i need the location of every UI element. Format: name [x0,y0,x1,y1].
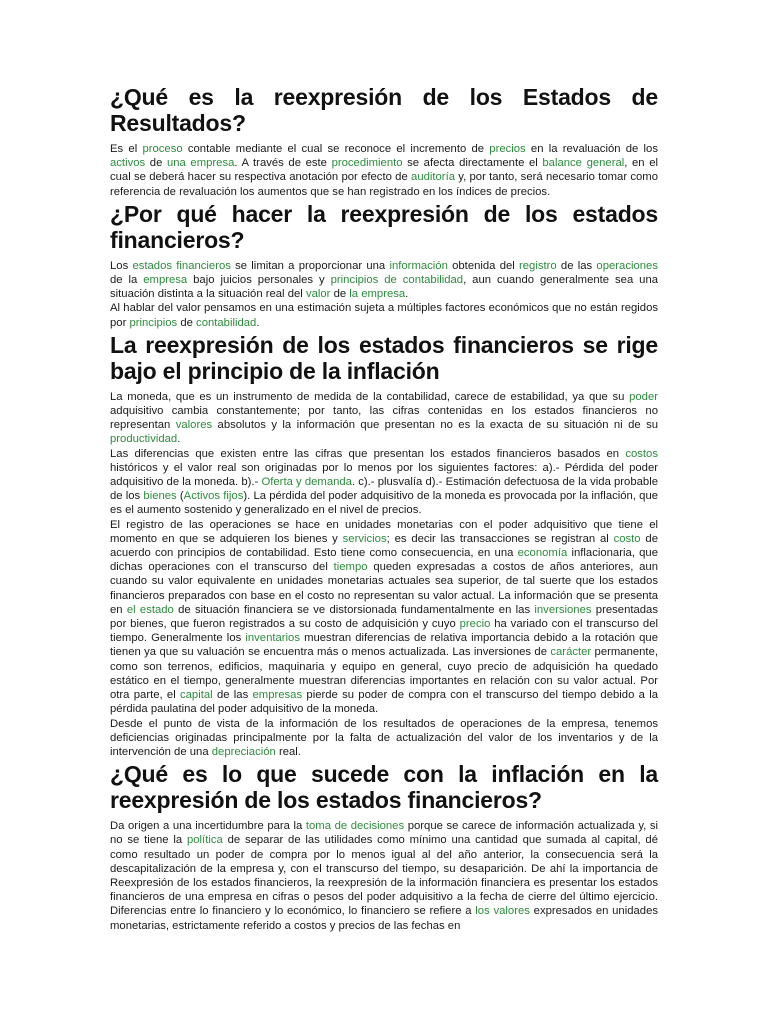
text-run: de acuerdo con principios de contabilidad. Esto tiene como consecuencia, en una [110,532,658,560]
text-run: Las diferencias que existen entre las cifras que presentan los estados financieros basados en [110,447,626,460]
inline-link[interactable]: carácter [550,646,592,659]
text-run: se afecta directamente el [402,157,543,170]
text-run: absolutos y la información que presentan no es la exacta de su situación ni de su [212,419,659,432]
text-run: porque se carece de información actualizada y, si no se tiene la [110,820,659,847]
paragraph [110,301,658,329]
inline-link[interactable]: la empresa [349,288,406,301]
text-run: de la [110,274,144,287]
inline-link[interactable]: precio [459,618,491,631]
inline-link[interactable]: Activos fijos [183,490,244,503]
paragraph [110,819,658,933]
text-run: ). La pérdida del poder adquisitivo de la moneda es provocada por la inflación, que es el aumento sostenido y generalizado en el nivel de precios. [110,490,659,517]
inline-link[interactable]: auditoría [411,171,455,184]
inline-link[interactable]: balance general [542,157,625,170]
text-run: . [256,316,260,329]
inline-link[interactable]: empresa [143,274,188,287]
inline-link[interactable]: principios de contabilidad [330,274,464,287]
text-run: Es el [110,143,143,155]
text-run: de situación financiera se ve distorsionada fundamentalmente en las [173,603,535,616]
inline-link[interactable]: valor [305,288,331,301]
inline-link[interactable]: el estado [126,603,174,616]
text-run: de [177,316,197,329]
paragraph [110,518,658,717]
text-run: presentadas por bienes, que fueron registrados a su costo de adquisición y cuyo [110,603,658,631]
inline-link[interactable]: depreciación [211,745,276,758]
inline-link[interactable]: procedimiento [331,157,403,170]
text-run: . [177,433,181,446]
section-heading: ¿Qué es lo que sucede con la inflación en la reexpresión de los estados financieros? [110,761,658,814]
inline-link[interactable]: registro [519,259,557,272]
inline-link[interactable]: inventarios [245,632,300,645]
inline-link[interactable]: Oferta y demanda [261,476,352,489]
inline-link[interactable]: una empresa [166,157,235,170]
document-page [110,84,658,935]
text-run: históricos y el valor real son originadas por lo menos por los siguientes factores: a).- Pérdida del poder adquisitivo de la moneda. b).- [110,461,658,489]
text-run: pierde su poder de compra con el transcurso del tiempo debido a la pérdida paulatina del poder adquisitivo de la moneda. [110,689,658,716]
text-run: ( [176,490,184,503]
inline-link[interactable]: proceso [142,143,183,155]
section-heading: La reexpresión de los estados financieros se rige bajo el principio de la inflación [110,331,658,384]
inline-link[interactable]: economía [517,547,568,560]
inline-link[interactable]: costo [613,532,641,545]
text-run: contable mediante el cual se reconoce el incremento de [182,143,490,155]
section-principio-inflacion [110,332,658,759]
inline-link[interactable]: valores [175,419,213,432]
text-run: permanente, como son terrenos, edificios, maquinaria y equipo en general, cuyo precio de adquisición ha quedado estático en el tiempo, generalmente muestran diferencias importantes en relación con su valor actual. Por otra parte, el [110,646,658,702]
text-run: de las [212,689,253,702]
text-run: Los [110,259,133,272]
inline-link[interactable]: toma de decisiones [305,820,405,833]
text-run: inflacionaria, que dichas operaciones con el transcurso del [110,547,658,574]
inline-link[interactable]: principios [129,316,178,329]
section-por-que-reexpresion [110,201,658,330]
inline-link[interactable]: empresas [252,689,303,702]
inline-link[interactable]: precios [489,143,526,155]
inline-link[interactable]: activos [110,157,146,170]
inline-link[interactable]: los valores [475,905,530,918]
inline-link[interactable]: capital [180,689,213,702]
inline-link[interactable]: operaciones [596,259,658,272]
text-run: y, por tanto, será necesario tomar como referencia de revaluación los aumentos que se han registrado en los índices de precios. [110,171,658,198]
text-run: . c).- plusvalía d).- Estimación defectuosa de la vida probable de los [110,476,658,503]
paragraph [110,259,658,302]
paragraph [110,717,658,760]
inline-link[interactable]: productividad [110,433,178,446]
section-inflacion-reexpresion [110,761,658,933]
inline-link[interactable]: inversiones [534,603,592,616]
text-run: . [405,288,409,301]
paragraph [110,447,658,518]
section-heading: ¿Por qué hacer la reexpresión de los estados financieros? [110,200,658,253]
text-run: queden expresadas a costos de años anteriores, aun cuando su valor equivalente en unidades monetarias actuales sea superior, de tal suerte que los estados financieros preparados con base en el costo no representan su valor actual. La información que se presenta en [110,561,658,616]
text-run: de [330,288,350,301]
text-run: adquisitivo cambia constantemente; por tanto, las cifras contenidas en los estados financieros no representan [110,405,658,432]
text-run: bajo juicios personales y [187,274,331,287]
inline-link[interactable]: tiempo [333,561,368,574]
text-run: . A través de este [234,157,332,170]
paragraph [110,142,658,199]
text-run: Al hablar del valor pensamos en una estimación sujeta a múltiples factores económicos que no están regidos por [110,302,658,329]
text-run: de [145,157,167,170]
text-run: expresados en unidades monetarias, estrictamente referido a costos y precios de las fechas en [110,905,659,932]
text-run: en la revaluación de los [525,143,658,155]
text-run: Da origen a una incertidumbre para la [110,820,306,833]
inline-link[interactable]: información [389,259,448,272]
text-run: ; es decir las transacciones se registran al [386,532,614,545]
inline-link[interactable]: poder [629,390,658,403]
text-run: obtenida del [447,259,520,272]
inline-link[interactable]: costos [625,447,658,460]
inline-link[interactable]: política [186,834,223,847]
text-run: real. [275,745,301,758]
text-run: ha variado con el transcurso del tiempo. Generalmente los [110,618,658,645]
paragraph [110,390,658,447]
text-run: muestran diferencias de relativa importancia debido a la rotación que tienen ya que su valuación se encuentra más o menos actualizada. Las inversiones de [110,632,658,659]
text-run: , aun cuando generalmente sea una situación distinta a la situación real del [110,274,659,301]
inline-link[interactable]: estados financieros [132,259,231,272]
text-run: , en el cual se deberá hacer su respectiva anotación por efecto de [110,157,658,184]
text-run: Desde el punto de vista de la información de los resultados de operaciones de la empresa, tenemos deficiencias originadas principalmente por la falta de actualización del valor de los inventarios y de la intervención de una [110,717,658,758]
text-run: se limitan a proporcionar una [230,259,390,272]
section-heading: ¿Qué es la reexpresión de los Estados de Resultados? [110,84,658,136]
text-run: de las [556,259,597,272]
text-run: de separar de las utilidades como mínimo una cantidad que sumada al capital, dé como resultado un poder de compra por lo menos igual al del año anterior, la consecuencia será la descapitalización de la empresa y, con el transcurso del tiempo, su desaparición. De ahí la importancia de Reexpresión de los estados financieros, la reexpresión de la información financiera es presentar los estados financieros de una empresa en cifras o pesos del poder adquisitivo a la fecha de cierre del último ejercicio. Diferencias entre lo financiero y lo económico, lo financiero se refiere a [110,834,658,918]
inline-link[interactable]: bienes [143,490,177,503]
section-reexpresion-estados-resultados [110,84,658,199]
text-run: La moneda, que es un instrumento de medida de la contabilidad, carece de estabilidad, ya que su [110,390,630,403]
inline-link[interactable]: servicios [342,532,387,545]
text-run: El registro de las operaciones se hace en unidades monetarias con el poder adquisitivo que tiene el momento en que se adquieren los bienes y [110,518,658,545]
inline-link[interactable]: contabilidad [196,316,257,329]
